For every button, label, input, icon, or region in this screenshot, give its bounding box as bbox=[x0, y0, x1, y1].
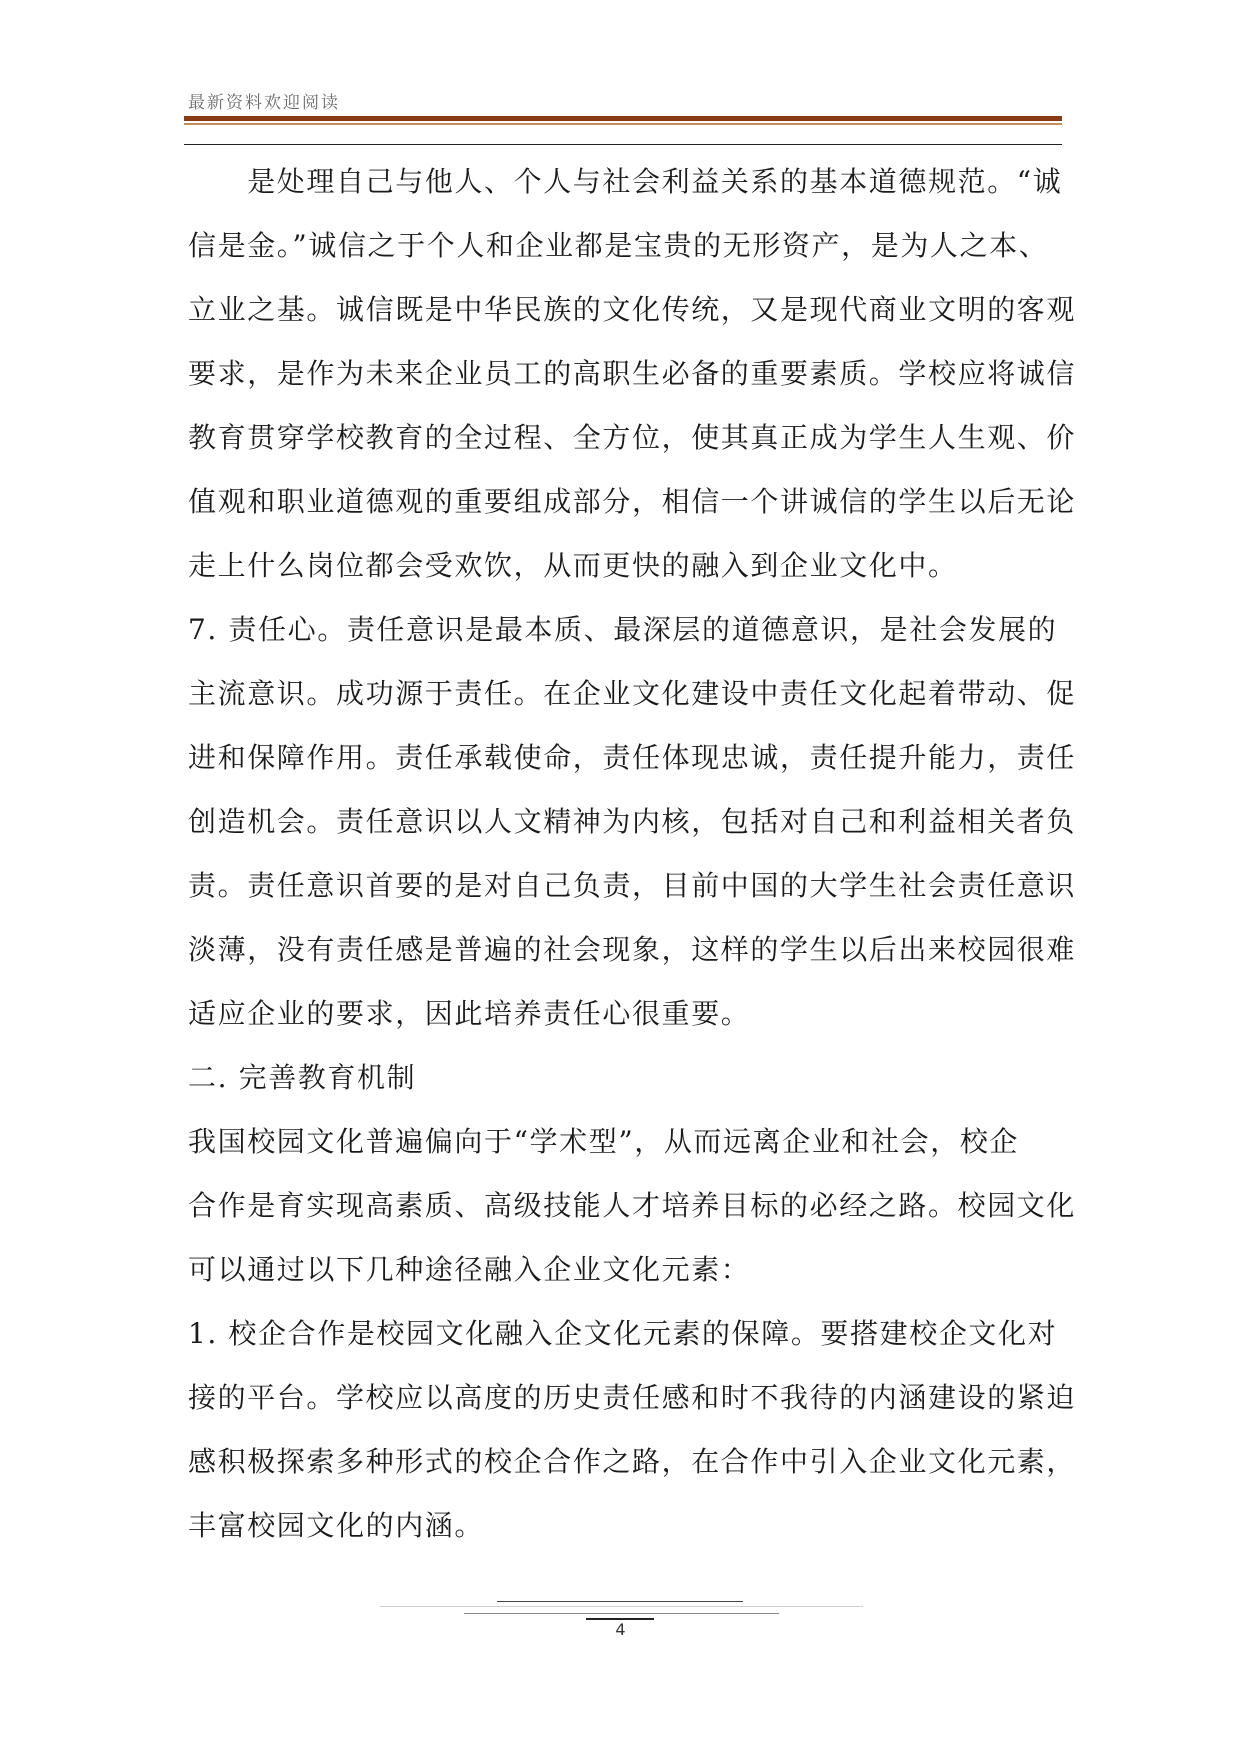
body-line: 创造机会。责任意识以人文精神为内核，包括对自己和利益相关者负 bbox=[188, 805, 1077, 838]
body-line: 丰富校园文化的内涵。 bbox=[188, 1509, 485, 1542]
page-number: 4 bbox=[615, 1620, 626, 1639]
body-line: 适应企业的要求，因此培养责任心很重要。 bbox=[188, 997, 751, 1030]
footer-rule bbox=[497, 1601, 743, 1602]
body-line: 要求，是作为未来企业员工的高职生必备的重要素质。学校应将诚信 bbox=[188, 357, 1077, 390]
body-line: 1. 校企合作是校园文化融入企文化元素的保障。要搭建校企文化对 bbox=[188, 1317, 1058, 1350]
body-line: 走上什么岗位都会受欢饮，从而更快的融入到企业文化中。 bbox=[188, 549, 958, 582]
body-line: 可以通过以下几种途径融入企业文化元素： bbox=[188, 1253, 751, 1286]
footer-rule bbox=[464, 1613, 779, 1614]
body-line: 责。责任意识首要的是对自己负责，目前中国的大学生社会责任意识 bbox=[188, 869, 1077, 902]
header-rule-under bbox=[184, 144, 1062, 145]
section-heading: 二. 完善教育机制 bbox=[188, 1061, 417, 1094]
body-line: 进和保障作用。责任承载使命，责任体现忠诚，责任提升能力，责任 bbox=[188, 741, 1077, 774]
body-line: 7. 责任心。责任意识是最本质、最深层的道德意识，是社会发展的 bbox=[188, 613, 1058, 646]
body-line: 主流意识。成功源于责任。在企业文化建设中责任文化起着带动、促 bbox=[188, 677, 1077, 710]
body-line: 感积极探索多种形式的校企合作之路，在合作中引入企业文化元素， bbox=[188, 1445, 1077, 1478]
footer-rule bbox=[380, 1606, 863, 1607]
body-line: 淡薄，没有责任感是普遍的社会现象，这样的学生以后出来校园很难 bbox=[188, 933, 1077, 966]
body-line: 教育贯穿学校教育的全过程、全方位，使其真正成为学生人生观、价 bbox=[188, 421, 1077, 454]
header-rule-thick bbox=[184, 116, 1062, 121]
header-rule-thin bbox=[184, 123, 1062, 125]
body-line: 合作是育实现高素质、高级技能人才培养目标的必经之路。校园文化 bbox=[188, 1189, 1077, 1222]
body-line: 信是金。”诚信之于个人和企业都是宝贵的无形资产，是为人之本、 bbox=[188, 229, 1049, 262]
body-line: 我国校园文化普遍偏向于“学术型”，从而远离企业和社会，校企 bbox=[188, 1125, 1020, 1158]
body-line: 立业之基。诚信既是中华民族的文化传统，又是现代商业文明的客观 bbox=[188, 293, 1077, 326]
body-line: 是处理自己与他人、个人与社会利益关系的基本道德规范。“诚 bbox=[188, 165, 1063, 198]
body-line: 值观和职业道德观的重要组成部分，相信一个讲诚信的学生以后无论 bbox=[188, 485, 1077, 518]
body-line: 接的平台。学校应以高度的历史责任感和时不我待的内涵建设的紧迫 bbox=[188, 1381, 1077, 1414]
header-text: 最新资料欢迎阅读 bbox=[188, 93, 340, 113]
